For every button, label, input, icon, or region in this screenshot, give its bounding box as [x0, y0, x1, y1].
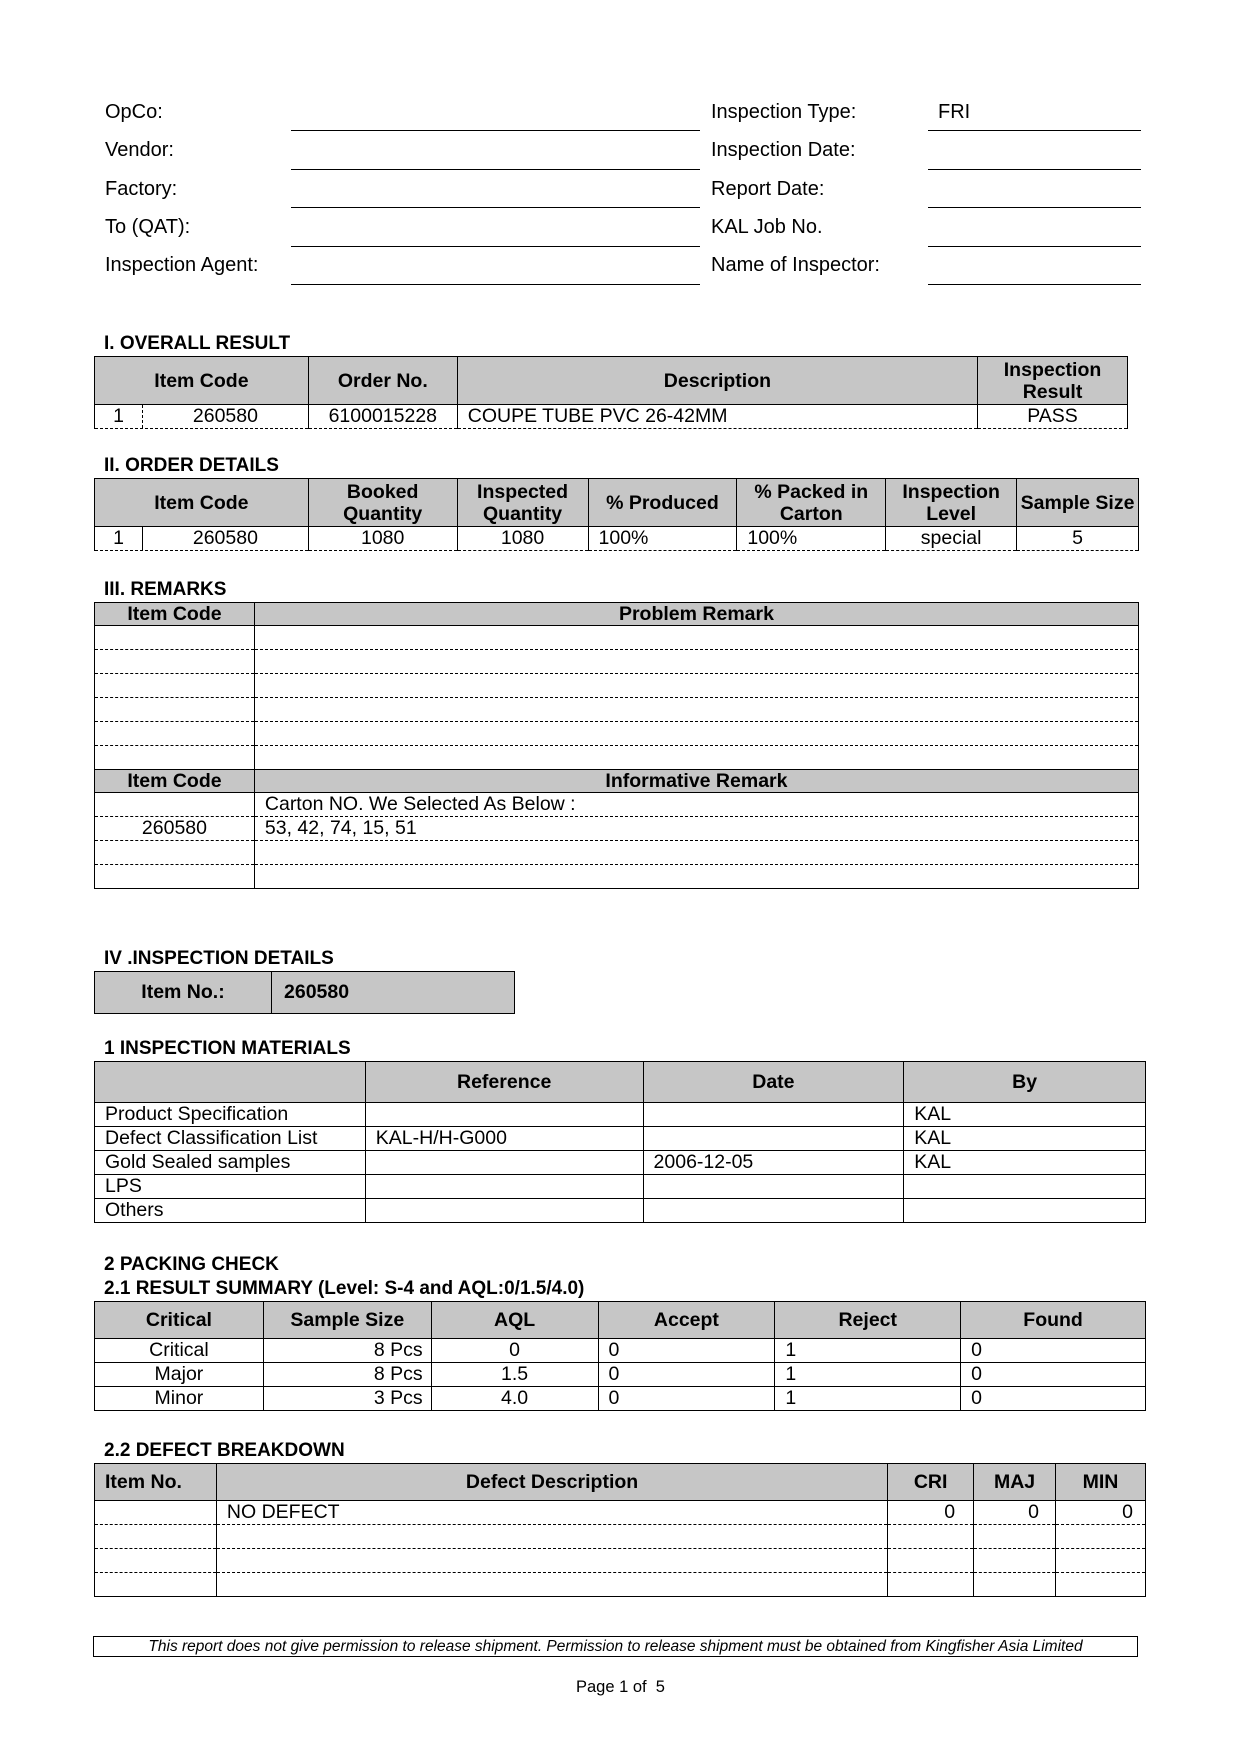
reference-cell — [365, 1151, 643, 1175]
col-inspection-result: Inspection Result — [978, 357, 1128, 405]
overall-result-table — [94, 356, 1128, 429]
col-item-code: Item Code — [95, 357, 309, 405]
reference-cell — [365, 1175, 643, 1199]
inspector-name-label: Name of Inspector: — [711, 254, 880, 276]
defect-description-cell — [216, 1525, 887, 1549]
item-code-cell — [95, 793, 255, 817]
table-row — [95, 1501, 1146, 1525]
cri-cell — [888, 1525, 974, 1549]
min-cell — [1056, 1525, 1146, 1549]
table-row — [95, 674, 1139, 698]
date-cell — [643, 1127, 904, 1151]
vendor-field[interactable] — [291, 135, 700, 170]
col-booked-quantity: Booked Quantity — [308, 479, 457, 527]
reject-cell: 1 — [775, 1387, 961, 1411]
material-name-cell: Product Specification — [95, 1103, 366, 1127]
table-row — [95, 698, 1139, 722]
table-row — [95, 1525, 1146, 1549]
defect-description-cell — [216, 1549, 887, 1573]
inspection-level-cell: special — [886, 527, 1017, 551]
material-name-cell: Gold Sealed samples — [95, 1151, 366, 1175]
problem-remark-cell — [254, 698, 1138, 722]
table-row — [95, 746, 1139, 770]
item-code-cell — [95, 405, 309, 429]
col-by: By — [904, 1062, 1146, 1103]
kal-job-no-label: KAL Job No. — [711, 216, 823, 238]
overall-result-title: I. OVERALL RESULT — [104, 333, 291, 354]
accept-cell: 0 — [598, 1387, 775, 1411]
inspector-name-field[interactable] — [928, 250, 1141, 285]
informative-remark-cell: Carton NO. We Selected As Below : — [254, 793, 1138, 817]
factory-label: Factory: — [105, 178, 178, 200]
by-cell: KAL — [904, 1103, 1146, 1127]
item-code-cell — [95, 650, 255, 674]
table-row — [95, 1175, 1146, 1199]
factory-field[interactable] — [291, 173, 700, 208]
min-cell: 0 — [1056, 1501, 1146, 1525]
item-code-value: 260580 — [192, 405, 258, 427]
item-no-cell — [95, 1501, 217, 1525]
inspection-agent-label: Inspection Agent: — [105, 254, 259, 276]
inspection-result-cell: PASS — [978, 405, 1128, 429]
informative-remark-cell — [254, 841, 1138, 865]
opco-field[interactable] — [291, 96, 700, 131]
defect-breakdown-title: 2.2 DEFECT BREAKDOWN — [104, 1440, 345, 1461]
col-packed-in-carton: % Packed in Carton — [737, 479, 886, 527]
problem-remark-cell — [254, 674, 1138, 698]
class-cell: Minor — [95, 1387, 264, 1411]
result-summary-title: 2.1 RESULT SUMMARY (Level: S-4 and AQL:0/1.5/4.0) — [104, 1278, 585, 1299]
informative-remark-cell: 53, 42, 74, 15, 51 — [254, 817, 1138, 841]
item-code-cell — [95, 626, 255, 650]
item-code-cell: 260580 — [95, 817, 255, 841]
material-name-cell: Others — [95, 1199, 366, 1223]
col-critical: Critical — [95, 1302, 264, 1339]
table-row — [95, 650, 1139, 674]
to-qat-label: To (QAT): — [105, 216, 191, 238]
date-cell — [643, 1175, 904, 1199]
col-description: Description — [457, 357, 977, 405]
material-name-cell: Defect Classification List — [95, 1127, 366, 1151]
inspection-date-label: Inspection Date: — [711, 139, 856, 161]
problem-remark-cell — [254, 626, 1138, 650]
table-row — [95, 527, 1139, 551]
col-item-code: Item Code — [95, 479, 309, 527]
packed-cell: 100% — [737, 527, 886, 551]
date-cell — [643, 1103, 904, 1127]
reject-cell: 1 — [775, 1339, 961, 1363]
aql-cell: 4.0 — [431, 1387, 598, 1411]
col-produced: % Produced — [588, 479, 737, 527]
page-number: Page 1 of 5 — [576, 1678, 665, 1696]
col-found: Found — [961, 1302, 1146, 1339]
disclaimer: This report does not give permission to release shipment. Permission to release shipment must be obtained from Kingfisher Asia Limited — [93, 1636, 1138, 1657]
item-code-cell — [95, 865, 255, 889]
inspection-type-label: Inspection Type: — [711, 101, 857, 123]
inspection-details-title: IV .INSPECTION DETAILS — [104, 948, 334, 969]
col-order-no: Order No. — [308, 357, 457, 405]
item-code-value: 260580 — [192, 527, 258, 549]
date-cell: 2006-12-05 — [643, 1151, 904, 1175]
col-defect-description: Defect Description — [216, 1464, 887, 1501]
by-cell — [904, 1175, 1146, 1199]
table-row — [95, 793, 1139, 817]
col-sample-size: Sample Size — [1017, 479, 1139, 527]
col-date: Date — [643, 1062, 904, 1103]
col-sample-size: Sample Size — [263, 1302, 431, 1339]
row-number: 1 — [95, 527, 143, 550]
table-row — [95, 817, 1139, 841]
date-cell — [643, 1199, 904, 1223]
sample-size-cell: 8 Pcs — [263, 1363, 431, 1387]
cri-cell — [888, 1549, 974, 1573]
item-code-cell — [95, 746, 255, 770]
maj-cell — [974, 1549, 1056, 1573]
table-row — [95, 841, 1139, 865]
table-row — [95, 1339, 1146, 1363]
by-cell: KAL — [904, 1151, 1146, 1175]
problem-remarks-table — [94, 602, 1139, 889]
inspection-materials-title: 1 INSPECTION MATERIALS — [104, 1038, 351, 1059]
inspection-type-field[interactable] — [928, 96, 1141, 131]
reference-cell: KAL-H/H-G000 — [365, 1127, 643, 1151]
problem-remark-cell — [254, 746, 1138, 770]
maj-cell: 0 — [974, 1501, 1056, 1525]
informative-remark-cell — [254, 865, 1138, 889]
class-cell: Major — [95, 1363, 264, 1387]
item-code-cell — [95, 698, 255, 722]
aql-cell: 0 — [431, 1339, 598, 1363]
item-no-cell — [95, 1549, 217, 1573]
table-row — [95, 865, 1139, 889]
col-min: MIN — [1056, 1464, 1146, 1501]
item-code-cell — [95, 841, 255, 865]
maj-cell — [974, 1525, 1056, 1549]
to-qat-field[interactable] — [291, 212, 700, 247]
inspection-type-value: FRI — [938, 101, 971, 123]
col-aql: AQL — [431, 1302, 598, 1339]
maj-cell — [974, 1573, 1056, 1597]
col-informative-remark: Informative Remark — [254, 770, 1138, 793]
col-accept: Accept — [598, 1302, 775, 1339]
remarks-title: III. REMARKS — [104, 579, 227, 600]
reference-cell — [365, 1103, 643, 1127]
by-cell: KAL — [904, 1127, 1146, 1151]
table-row — [95, 1151, 1146, 1175]
found-cell: 0 — [961, 1363, 1146, 1387]
accept-cell: 0 — [598, 1339, 775, 1363]
accept-cell: 0 — [598, 1363, 775, 1387]
table-row — [95, 1127, 1146, 1151]
sample-size-cell: 3 Pcs — [263, 1387, 431, 1411]
item-no-box — [94, 971, 515, 1014]
item-no-label: Item No.: — [95, 972, 272, 1013]
reject-cell: 1 — [775, 1363, 961, 1387]
cri-cell: 0 — [888, 1501, 974, 1525]
item-no-cell — [95, 1525, 217, 1549]
cri-cell — [888, 1573, 974, 1597]
inspection-materials-table — [94, 1061, 1146, 1223]
aql-cell: 1.5 — [431, 1363, 598, 1387]
min-cell — [1056, 1549, 1146, 1573]
item-code-cell — [95, 674, 255, 698]
order-details-table — [94, 478, 1139, 551]
sample-size-cell: 8 Pcs — [263, 1339, 431, 1363]
table-row — [95, 1387, 1146, 1411]
packing-check-title: 2 PACKING CHECK — [104, 1254, 279, 1275]
col-item-code: Item Code — [95, 603, 255, 626]
material-name-cell: LPS — [95, 1175, 366, 1199]
defect-breakdown-table — [94, 1463, 1146, 1597]
found-cell: 0 — [961, 1339, 1146, 1363]
item-code-cell — [95, 527, 309, 551]
table-row — [95, 405, 1128, 429]
table-row — [95, 626, 1139, 650]
kal-job-no-field[interactable] — [928, 212, 1141, 247]
description-cell: COUPE TUBE PVC 26-42MM — [457, 405, 977, 429]
col-item-no: Item No. — [95, 1464, 217, 1501]
col-maj: MAJ — [974, 1464, 1056, 1501]
found-cell: 0 — [961, 1387, 1146, 1411]
col-cri: CRI — [888, 1464, 974, 1501]
col-inspected-quantity: Inspected Quantity — [457, 479, 588, 527]
reference-cell — [365, 1199, 643, 1223]
table-row — [95, 1549, 1146, 1573]
item-code-cell — [95, 722, 255, 746]
item-no-cell — [95, 1573, 217, 1597]
defect-description-cell — [216, 1573, 887, 1597]
defect-description-cell: NO DEFECT — [216, 1501, 887, 1525]
table-row — [95, 722, 1139, 746]
report-date-label: Report Date: — [711, 178, 825, 200]
inspection-date-field[interactable] — [928, 135, 1141, 170]
table-row — [95, 1363, 1146, 1387]
problem-remark-cell — [254, 722, 1138, 746]
col-inspection-level: Inspection Level — [886, 479, 1017, 527]
booked-quantity-cell: 1080 — [308, 527, 457, 551]
sample-size-cell: 5 — [1017, 527, 1139, 551]
table-row — [95, 1199, 1146, 1223]
by-cell — [904, 1199, 1146, 1223]
col-problem-remark: Problem Remark — [254, 603, 1138, 626]
produced-cell: 100% — [588, 527, 737, 551]
inspected-quantity-cell: 1080 — [457, 527, 588, 551]
col-material — [95, 1062, 366, 1103]
item-no-value: 260580 — [284, 981, 350, 1003]
class-cell: Critical — [95, 1339, 264, 1363]
result-summary-table — [94, 1301, 1146, 1411]
vendor-label: Vendor: — [105, 139, 174, 161]
col-reject: Reject — [775, 1302, 961, 1339]
table-row — [95, 1573, 1146, 1597]
inspection-agent-field[interactable] — [291, 250, 700, 285]
order-details-title: II. ORDER DETAILS — [104, 455, 279, 476]
col-reference: Reference — [365, 1062, 643, 1103]
problem-remark-cell — [254, 650, 1138, 674]
row-number: 1 — [95, 405, 143, 428]
order-no-cell: 6100015228 — [308, 405, 457, 429]
min-cell — [1056, 1573, 1146, 1597]
report-date-field[interactable] — [928, 173, 1141, 208]
col-item-code: Item Code — [95, 770, 255, 793]
table-row — [95, 1103, 1146, 1127]
opco-label: OpCo: — [105, 101, 163, 123]
